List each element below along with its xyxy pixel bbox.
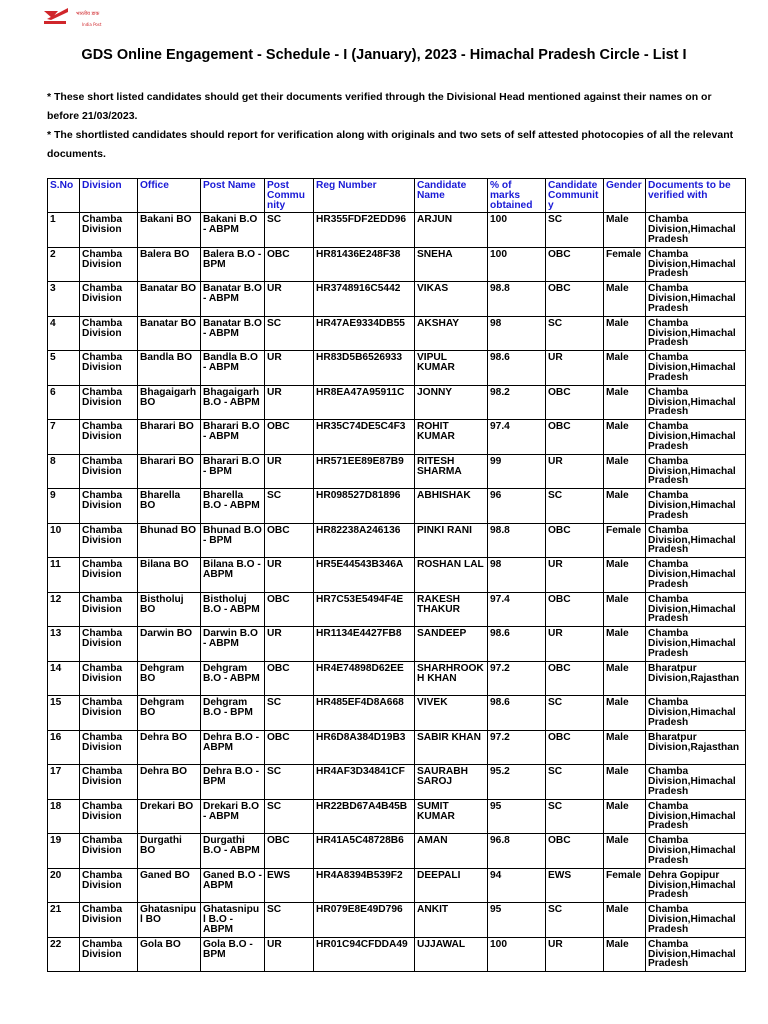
cell-marks: 96 (488, 489, 546, 524)
cell-candidate-name: ABHISHAK (415, 489, 488, 524)
cell-marks: 98.6 (488, 696, 546, 731)
cell-reg-number: HR5E44543B346A (314, 558, 415, 593)
cell-office: Banatar BO (138, 282, 201, 317)
cell-division: Chamba Division (80, 834, 138, 869)
column-header-candidate-community: Candidate Community (546, 179, 604, 213)
cell-marks: 97.4 (488, 420, 546, 455)
cell-marks: 100 (488, 937, 546, 972)
cell-gender: Male (604, 282, 646, 317)
cell-office: Bharella BO (138, 489, 201, 524)
cell-documents-verified-with: Chamba Division,Himachal Pradesh (646, 558, 746, 593)
cell-candidate-community: OBC (546, 420, 604, 455)
cell-sno: 11 (48, 558, 80, 593)
cell-gender: Male (604, 834, 646, 869)
table-row (48, 316, 746, 351)
cell-division: Chamba Division (80, 351, 138, 386)
cell-candidate-community: SC (546, 316, 604, 351)
cell-post-community: SC (265, 765, 314, 800)
logo-english-text: India Post (82, 22, 102, 27)
cell-post-name: Bhagaigarh B.O - ABPM (201, 385, 265, 420)
cell-reg-number: HR1134E4427FB8 (314, 627, 415, 662)
cell-sno: 2 (48, 247, 80, 282)
cell-sno: 13 (48, 627, 80, 662)
cell-candidate-name: DEEPALI (415, 868, 488, 903)
cell-candidate-community: OBC (546, 247, 604, 282)
cell-reg-number: HR83D5B6526933 (314, 351, 415, 386)
cell-gender: Male (604, 799, 646, 834)
table-row (48, 592, 746, 627)
notes (47, 88, 737, 164)
cell-sno: 14 (48, 661, 80, 696)
cell-gender: Male (604, 903, 646, 938)
cell-sno: 3 (48, 282, 80, 317)
cell-reg-number: HR3748916C5442 (314, 282, 415, 317)
india-post-logo (38, 4, 114, 38)
cell-marks: 98.6 (488, 627, 546, 662)
cell-reg-number: HR6D8A384D19B3 (314, 730, 415, 765)
cell-marks: 97.2 (488, 730, 546, 765)
cell-office: Durgathi BO (138, 834, 201, 869)
cell-gender: Male (604, 454, 646, 489)
cell-candidate-name: SHARHROOK H KHAN (415, 661, 488, 696)
cell-division: Chamba Division (80, 558, 138, 593)
cell-post-name: Bakani B.O - ABPM (201, 213, 265, 248)
cell-marks: 95 (488, 799, 546, 834)
cell-division: Chamba Division (80, 213, 138, 248)
cell-post-community: SC (265, 799, 314, 834)
cell-sno: 4 (48, 316, 80, 351)
cell-candidate-name: ARJUN (415, 213, 488, 248)
cell-office: Ghatasnipu l BO (138, 903, 201, 938)
cell-post-community: SC (265, 213, 314, 248)
cell-candidate-name: PINKI RANI (415, 523, 488, 558)
cell-post-community: UR (265, 385, 314, 420)
cell-office: Dehra BO (138, 765, 201, 800)
cell-gender: Male (604, 489, 646, 524)
cell-documents-verified-with: Chamba Division,Himachal Pradesh (646, 385, 746, 420)
cell-reg-number: HR01C94CFDDA49 (314, 937, 415, 972)
cell-office: Darwin BO (138, 627, 201, 662)
cell-documents-verified-with: Chamba Division,Himachal Pradesh (646, 420, 746, 455)
cell-post-name: Durgathi B.O - ABPM (201, 834, 265, 869)
cell-sno: 21 (48, 903, 80, 938)
cell-sno: 18 (48, 799, 80, 834)
column-header-reg-number: Reg Number (314, 179, 415, 213)
cell-candidate-community: OBC (546, 834, 604, 869)
cell-post-community: SC (265, 696, 314, 731)
cell-marks: 98.2 (488, 385, 546, 420)
cell-division: Chamba Division (80, 937, 138, 972)
cell-post-name: Bharella B.O - ABPM (201, 489, 265, 524)
note-2: * The shortlisted candidates should report for verification along with originals and two sets of self attested photocopies of all the relevant documents. (47, 129, 734, 160)
cell-marks: 98.8 (488, 282, 546, 317)
cell-candidate-community: OBC (546, 282, 604, 317)
cell-division: Chamba Division (80, 627, 138, 662)
column-header-sno: S.No (48, 179, 80, 213)
cell-gender: Male (604, 351, 646, 386)
cell-post-community: OBC (265, 247, 314, 282)
cell-reg-number: HR4AF3D34841CF (314, 765, 415, 800)
cell-reg-number: HR7C53E5494F4E (314, 592, 415, 627)
cell-post-community: UR (265, 282, 314, 317)
cell-office: Ganed BO (138, 868, 201, 903)
cell-office: Bharari BO (138, 420, 201, 455)
cell-marks: 97.2 (488, 661, 546, 696)
table-row (48, 903, 746, 938)
table-row (48, 489, 746, 524)
cell-division: Chamba Division (80, 523, 138, 558)
column-header-post-community: Post Community (265, 179, 314, 213)
cell-candidate-name: VIVEK (415, 696, 488, 731)
cell-sno: 9 (48, 489, 80, 524)
cell-marks: 97.4 (488, 592, 546, 627)
cell-documents-verified-with: Chamba Division,Himachal Pradesh (646, 903, 746, 938)
cell-post-community: EWS (265, 868, 314, 903)
cell-documents-verified-with: Chamba Division,Himachal Pradesh (646, 454, 746, 489)
table-row (48, 799, 746, 834)
note-1: * These short listed candidates should get their documents verified through the Divisional Head mentioned against their names on or before 21/03/2023. (47, 91, 712, 122)
cell-sno: 1 (48, 213, 80, 248)
cell-documents-verified-with: Chamba Division,Himachal Pradesh (646, 937, 746, 972)
cell-candidate-name: SAURABH SAROJ (415, 765, 488, 800)
cell-office: Balera BO (138, 247, 201, 282)
cell-office: Bistholuj BO (138, 592, 201, 627)
cell-marks: 96.8 (488, 834, 546, 869)
cell-reg-number: HR4A8394B539F2 (314, 868, 415, 903)
cell-candidate-name: RAKESH THAKUR (415, 592, 488, 627)
cell-division: Chamba Division (80, 454, 138, 489)
cell-candidate-name: SANDEEP (415, 627, 488, 662)
table-row (48, 558, 746, 593)
cell-gender: Male (604, 592, 646, 627)
cell-documents-verified-with: Chamba Division,Himachal Pradesh (646, 523, 746, 558)
cell-division: Chamba Division (80, 696, 138, 731)
cell-reg-number: HR355FDF2EDD96 (314, 213, 415, 248)
table-row (48, 937, 746, 972)
cell-candidate-community: SC (546, 489, 604, 524)
cell-sno: 10 (48, 523, 80, 558)
cell-sno: 22 (48, 937, 80, 972)
cell-candidate-name: VIKAS (415, 282, 488, 317)
table-row (48, 523, 746, 558)
cell-candidate-name: SNEHA (415, 247, 488, 282)
table-body (48, 213, 746, 972)
cell-reg-number: HR22BD67A4B45B (314, 799, 415, 834)
column-header-candidate-name: Candidate Name (415, 179, 488, 213)
cell-post-name: Gola B.O - BPM (201, 937, 265, 972)
cell-gender: Male (604, 696, 646, 731)
cell-post-name: Ganed B.O - ABPM (201, 868, 265, 903)
cell-marks: 98.8 (488, 523, 546, 558)
cell-sno: 20 (48, 868, 80, 903)
cell-documents-verified-with: Chamba Division,Himachal Pradesh (646, 592, 746, 627)
table-row (48, 385, 746, 420)
cell-marks: 99 (488, 454, 546, 489)
cell-office: Drekari BO (138, 799, 201, 834)
cell-post-name: Dehra B.O - ABPM (201, 730, 265, 765)
cell-post-community: OBC (265, 661, 314, 696)
cell-division: Chamba Division (80, 903, 138, 938)
cell-reg-number: HR82238A246136 (314, 523, 415, 558)
cell-candidate-name: AMAN (415, 834, 488, 869)
cell-reg-number: HR47AE9334DB55 (314, 316, 415, 351)
cell-post-name: Bharari B.O - ABPM (201, 420, 265, 455)
cell-post-name: Banatar B.O - ABPM (201, 282, 265, 317)
cell-division: Chamba Division (80, 730, 138, 765)
cell-sno: 5 (48, 351, 80, 386)
cell-candidate-community: OBC (546, 592, 604, 627)
cell-gender: Female (604, 523, 646, 558)
cell-reg-number: HR8EA47A95911C (314, 385, 415, 420)
cell-office: Dehra BO (138, 730, 201, 765)
cell-candidate-community: SC (546, 696, 604, 731)
cell-marks: 94 (488, 868, 546, 903)
cell-division: Chamba Division (80, 316, 138, 351)
page-title: GDS Online Engagement - Schedule - I (January), 2023 - Himachal Pradesh Circle - List I (81, 47, 687, 63)
column-header-division: Division (80, 179, 138, 213)
cell-post-name: Dehgram B.O - BPM (201, 696, 265, 731)
cell-post-name: Balera B.O - BPM (201, 247, 265, 282)
cell-reg-number: HR35C74DE5C4F3 (314, 420, 415, 455)
cell-division: Chamba Division (80, 868, 138, 903)
cell-division: Chamba Division (80, 247, 138, 282)
cell-gender: Male (604, 661, 646, 696)
logo-hindi-text: भारतीय डाक (76, 11, 100, 17)
cell-candidate-name: ANKIT (415, 903, 488, 938)
cell-candidate-name: AKSHAY (415, 316, 488, 351)
cell-office: Bilana BO (138, 558, 201, 593)
cell-division: Chamba Division (80, 765, 138, 800)
cell-gender: Female (604, 868, 646, 903)
cell-candidate-name: ROHIT KUMAR (415, 420, 488, 455)
table-row (48, 282, 746, 317)
cell-post-name: Dehra B.O - BPM (201, 765, 265, 800)
cell-post-community: SC (265, 903, 314, 938)
cell-office: Bandla BO (138, 351, 201, 386)
cell-marks: 95 (488, 903, 546, 938)
cell-post-name: Bhunad B.O - BPM (201, 523, 265, 558)
cell-candidate-name: ROSHAN LAL (415, 558, 488, 593)
cell-marks: 100 (488, 247, 546, 282)
cell-documents-verified-with: Chamba Division,Himachal Pradesh (646, 765, 746, 800)
india-post-logo-icon (38, 4, 114, 38)
table-row (48, 765, 746, 800)
table-row (48, 868, 746, 903)
cell-sno: 8 (48, 454, 80, 489)
cell-candidate-community: SC (546, 765, 604, 800)
cell-post-name: Drekari B.O - ABPM (201, 799, 265, 834)
cell-post-community: UR (265, 558, 314, 593)
cell-candidate-name: JONNY (415, 385, 488, 420)
cell-division: Chamba Division (80, 799, 138, 834)
cell-division: Chamba Division (80, 385, 138, 420)
cell-post-community: SC (265, 316, 314, 351)
cell-reg-number: HR41A5C48728B6 (314, 834, 415, 869)
cell-documents-verified-with: Chamba Division,Himachal Pradesh (646, 247, 746, 282)
table-row (48, 247, 746, 282)
cell-documents-verified-with: Chamba Division,Himachal Pradesh (646, 316, 746, 351)
table-header-row (48, 179, 746, 213)
cell-marks: 98.6 (488, 351, 546, 386)
cell-sno: 7 (48, 420, 80, 455)
cell-office: Bakani BO (138, 213, 201, 248)
cell-post-community: OBC (265, 420, 314, 455)
cell-office: Gola BO (138, 937, 201, 972)
table-row (48, 420, 746, 455)
cell-marks: 100 (488, 213, 546, 248)
cell-documents-verified-with: Chamba Division,Himachal Pradesh (646, 799, 746, 834)
cell-candidate-name: UJJAWAL (415, 937, 488, 972)
cell-documents-verified-with: Dehra Gopipur Division,Himachal Pradesh (646, 868, 746, 903)
cell-office: Banatar BO (138, 316, 201, 351)
cell-sno: 19 (48, 834, 80, 869)
cell-candidate-community: UR (546, 558, 604, 593)
cell-documents-verified-with: Chamba Division,Himachal Pradesh (646, 696, 746, 731)
cell-candidate-name: SABIR KHAN (415, 730, 488, 765)
cell-reg-number: HR079E8E49D796 (314, 903, 415, 938)
cell-post-name: Banatar B.O - ABPM (201, 316, 265, 351)
candidates-table (47, 178, 746, 972)
cell-documents-verified-with: Bharatpur Division,Rajasthan (646, 730, 746, 765)
cell-marks: 98 (488, 558, 546, 593)
cell-reg-number: HR571EE89E87B9 (314, 454, 415, 489)
cell-post-name: Bandla B.O - ABPM (201, 351, 265, 386)
cell-candidate-community: OBC (546, 730, 604, 765)
table-row (48, 627, 746, 662)
cell-candidate-community: UR (546, 627, 604, 662)
cell-post-name: Ghatasnipu l B.O - ABPM (201, 903, 265, 938)
cell-documents-verified-with: Chamba Division,Himachal Pradesh (646, 351, 746, 386)
cell-office: Bhagaigarh BO (138, 385, 201, 420)
cell-sno: 16 (48, 730, 80, 765)
cell-post-name: Darwin B.O - ABPM (201, 627, 265, 662)
cell-candidate-community: SC (546, 213, 604, 248)
cell-marks: 98 (488, 316, 546, 351)
table-row (48, 696, 746, 731)
column-header-gender: Gender (604, 179, 646, 213)
cell-reg-number: HR485EF4D8A668 (314, 696, 415, 731)
cell-candidate-name: RITESH SHARMA (415, 454, 488, 489)
cell-documents-verified-with: Chamba Division,Himachal Pradesh (646, 282, 746, 317)
cell-post-name: Dehgram B.O - ABPM (201, 661, 265, 696)
cell-candidate-community: UR (546, 454, 604, 489)
cell-office: Bharari BO (138, 454, 201, 489)
cell-post-community: OBC (265, 523, 314, 558)
column-header-office: Office (138, 179, 201, 213)
cell-candidate-community: SC (546, 799, 604, 834)
cell-gender: Male (604, 420, 646, 455)
cell-marks: 95.2 (488, 765, 546, 800)
cell-candidate-community: UR (546, 351, 604, 386)
cell-sno: 12 (48, 592, 80, 627)
cell-gender: Female (604, 247, 646, 282)
cell-post-name: Bilana B.O - ABPM (201, 558, 265, 593)
column-header-post-name: Post Name (201, 179, 265, 213)
column-header-marks: % of marks obtained (488, 179, 546, 213)
cell-office: Bhunad BO (138, 523, 201, 558)
cell-sno: 6 (48, 385, 80, 420)
cell-candidate-community: OBC (546, 661, 604, 696)
cell-post-community: UR (265, 937, 314, 972)
cell-gender: Male (604, 213, 646, 248)
cell-candidate-name: VIPUL KUMAR (415, 351, 488, 386)
cell-gender: Male (604, 730, 646, 765)
cell-post-community: SC (265, 489, 314, 524)
cell-division: Chamba Division (80, 661, 138, 696)
cell-candidate-community: UR (546, 937, 604, 972)
cell-reg-number: HR098527D81896 (314, 489, 415, 524)
cell-candidate-community: OBC (546, 523, 604, 558)
cell-documents-verified-with: Bharatpur Division,Rajasthan (646, 661, 746, 696)
cell-office: Dehgram BO (138, 696, 201, 731)
cell-division: Chamba Division (80, 592, 138, 627)
cell-gender: Male (604, 316, 646, 351)
cell-office: Dehgram BO (138, 661, 201, 696)
cell-post-community: OBC (265, 834, 314, 869)
cell-documents-verified-with: Chamba Division,Himachal Pradesh (646, 627, 746, 662)
cell-candidate-name: SUMIT KUMAR (415, 799, 488, 834)
cell-gender: Male (604, 385, 646, 420)
table-row (48, 351, 746, 386)
cell-candidate-community: OBC (546, 385, 604, 420)
cell-gender: Male (604, 558, 646, 593)
cell-post-community: UR (265, 454, 314, 489)
cell-division: Chamba Division (80, 282, 138, 317)
cell-reg-number: HR4E74898D62EE (314, 661, 415, 696)
cell-division: Chamba Division (80, 420, 138, 455)
cell-gender: Male (604, 627, 646, 662)
cell-documents-verified-with: Chamba Division,Himachal Pradesh (646, 834, 746, 869)
cell-documents-verified-with: Chamba Division,Himachal Pradesh (646, 213, 746, 248)
table-row (48, 213, 746, 248)
table-row (48, 834, 746, 869)
cell-gender: Male (604, 937, 646, 972)
cell-documents-verified-with: Chamba Division,Himachal Pradesh (646, 489, 746, 524)
cell-reg-number: HR81436E248F38 (314, 247, 415, 282)
cell-candidate-community: SC (546, 903, 604, 938)
cell-sno: 17 (48, 765, 80, 800)
table-row (48, 454, 746, 489)
cell-sno: 15 (48, 696, 80, 731)
cell-division: Chamba Division (80, 489, 138, 524)
cell-candidate-community: EWS (546, 868, 604, 903)
cell-post-name: Bistholuj B.O - ABPM (201, 592, 265, 627)
cell-post-community: UR (265, 627, 314, 662)
table-row (48, 730, 746, 765)
cell-post-community: OBC (265, 730, 314, 765)
table-row (48, 661, 746, 696)
column-header-documents-verified-with: Documents to be verified with (646, 179, 746, 213)
cell-post-community: UR (265, 351, 314, 386)
cell-post-community: OBC (265, 592, 314, 627)
cell-post-name: Bharari B.O - BPM (201, 454, 265, 489)
cell-gender: Male (604, 765, 646, 800)
